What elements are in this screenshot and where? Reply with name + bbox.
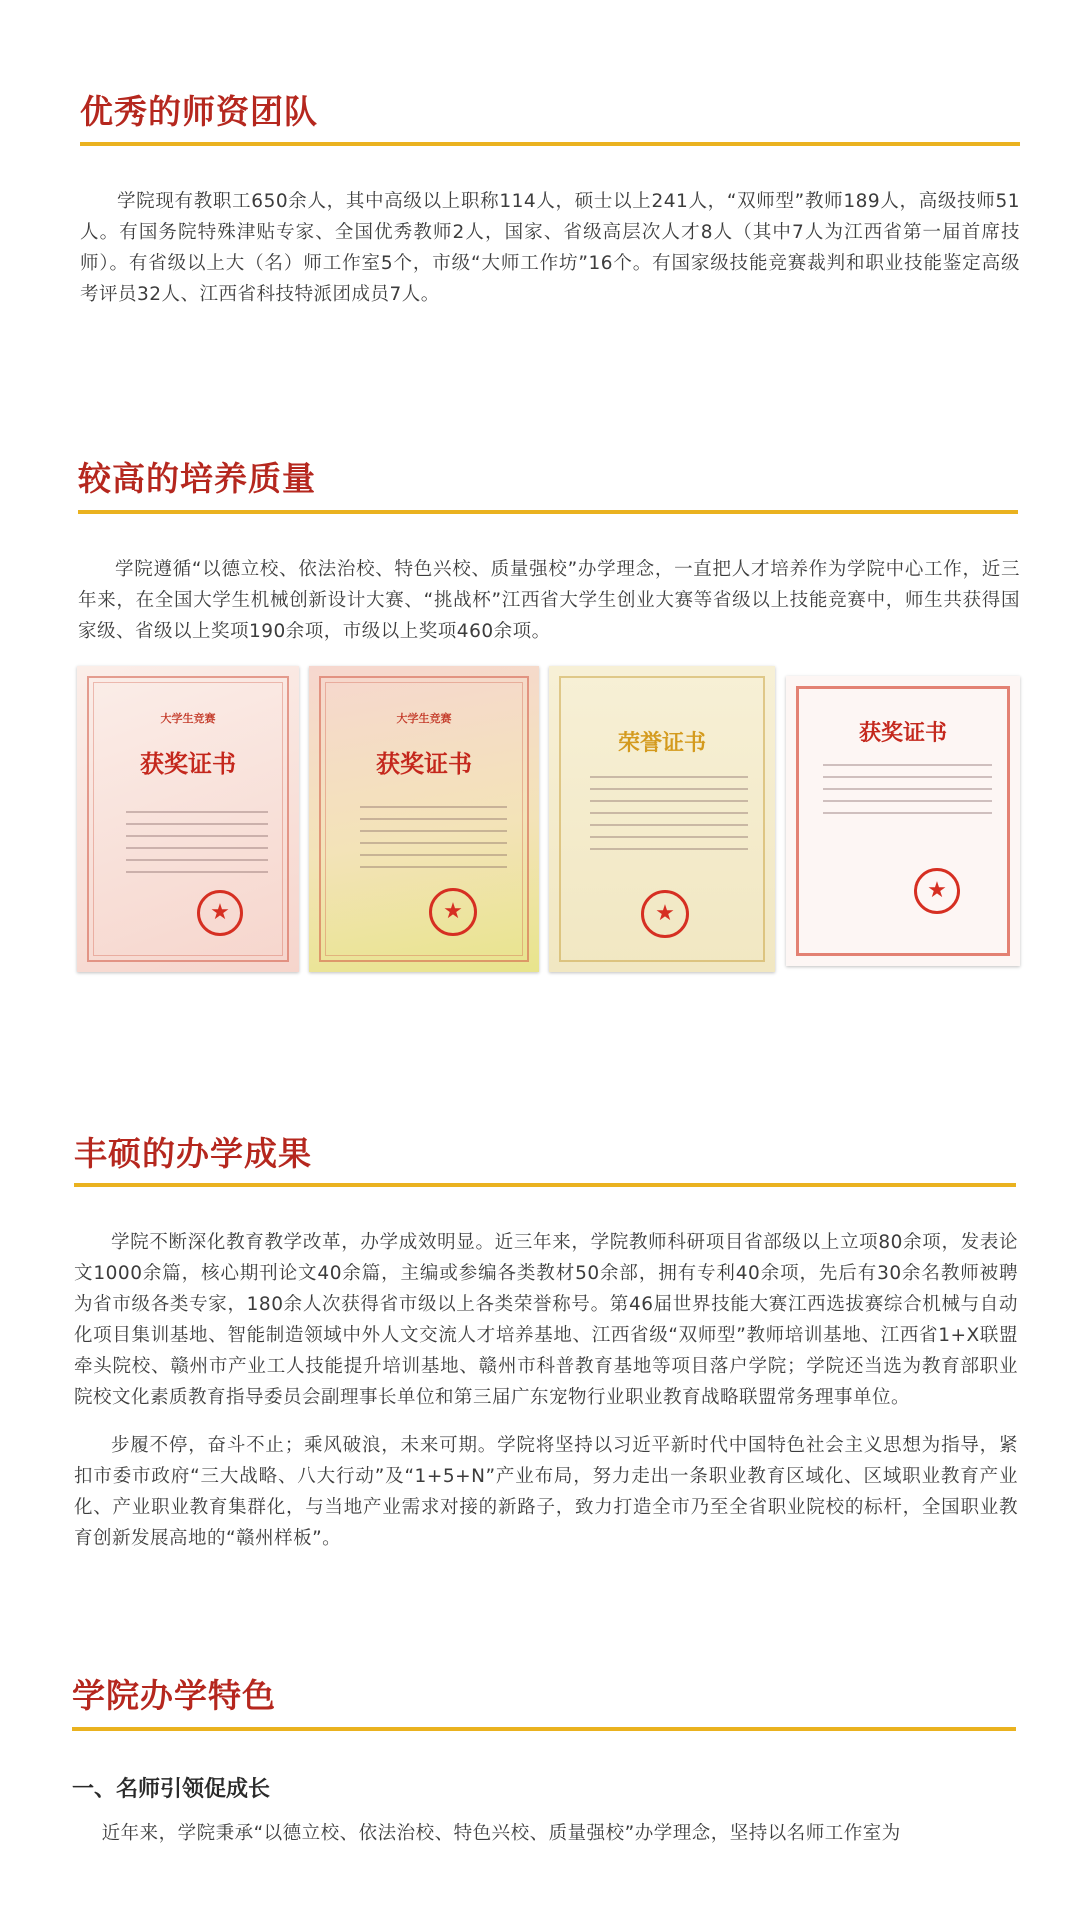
certificate-image-1 xyxy=(77,666,299,972)
features-paragraph xyxy=(72,1818,1016,1849)
certificate-image-2 xyxy=(309,666,539,972)
certificate-title: 获奖证书 xyxy=(140,749,236,778)
subheading-famous-teachers: 一、名师引领促成长 xyxy=(72,1777,271,1802)
paragraph-text: 学院遵循“以德立校、依法治校、特色兴校、质量强校”办学理念，一直把人才培养作为学院中心工作，近三年来，在全国大学生机械创新设计大赛、“挑战杯”江西省大学生创业大赛等省级以上技能竞赛中，师生共获得国家级、省级以上奖项190余项，市级以上奖项460余项。 xyxy=(78,559,1020,642)
certificate-title: 获奖证书 xyxy=(376,749,472,778)
heading-underline xyxy=(80,142,1020,146)
certificate-seal: ★ xyxy=(197,890,243,936)
achievements-paragraphs xyxy=(74,1227,1018,1554)
faculty-paragraph xyxy=(80,186,1020,310)
heading-underline xyxy=(74,1183,1016,1187)
certificate-image-4 xyxy=(786,676,1020,966)
certificate-seal: ★ xyxy=(429,888,477,936)
paragraph-text: 学院不断深化教育教学改革，办学成效明显。近三年来，学院教师科研项目省部级以上立项80余项，发表论文1000余篇，核心期刊论文40余篇，主编或参编各类教材50余部，拥有专利40余项，先后有30余名教师被聘为省市级各类专家，180余人次获得省市级以上各类荣誉称号。第46届世界技能大赛江西选拔赛综合机械与自动化项目集训基地、智能制造领域中外人文交流人才培养基地、江西省级“双师型”教师培训基地、江西省1+X联盟牵头院校、赣州市产业工人技能提升培训基地、赣州市科普教育基地等项目落户学院；学院还当选为教育部职业院校文化素质教育指导委员会副理事长单位和第三届广东宠物行业职业教育战略联盟常务理事单位。 xyxy=(74,1232,1018,1408)
section-heading-faculty: 优秀的师资团队 xyxy=(80,92,318,131)
section-heading-achievements: 丰硕的办学成果 xyxy=(74,1134,312,1173)
certificate-image-3 xyxy=(549,666,775,972)
paragraph-text: 学院现有教职工650余人，其中高级以上职称114人，硕士以上241人，“双师型”教师189人，高级技师51人。有国务院特殊津贴专家、全国优秀教师2人，国家、省级高层次人才8人（其中7人为江西省第一届首席技师）。有省级以上大（名）师工作室5个，市级“大师工作坊”16个。有国家级技能竞赛裁判和职业技能鉴定高级考评员32人、江西省科技特派团成员7人。 xyxy=(80,191,1020,305)
certificate-logo: 大学生竞赛 xyxy=(396,712,452,725)
section-heading-features: 学院办学特色 xyxy=(72,1676,276,1715)
paragraph-text: 近年来，学院秉承“以德立校、依法治校、特色兴校、质量强校”办学理念，坚持以名师工作室为 xyxy=(101,1823,901,1844)
certificate-seal: ★ xyxy=(641,890,689,938)
section-heading-training-quality: 较高的培养质量 xyxy=(78,459,316,498)
paragraph-text: 步履不停，奋斗不止；乘风破浪，未来可期。学院将坚持以习近平新时代中国特色社会主义思想为指导，紧扣市委市政府“三大战略、八大行动”及“1+5+N”产业布局，努力走出一条职业教育区域化、区域职业教育产业化、产业职业教育集群化，与当地产业需求对接的新路子，致力打造全市乃至全省职业院校的标杆，全国职业教育创新发展高地的“赣州样板”。 xyxy=(74,1435,1018,1549)
certificate-seal: ★ xyxy=(914,868,960,914)
certificate-title: 荣誉证书 xyxy=(617,730,706,756)
certificate-logo: 大学生竞赛 xyxy=(160,712,216,725)
heading-underline xyxy=(72,1727,1016,1731)
certificate-title: 获奖证书 xyxy=(858,720,947,746)
heading-underline xyxy=(78,510,1018,514)
training-paragraph xyxy=(78,554,1020,647)
